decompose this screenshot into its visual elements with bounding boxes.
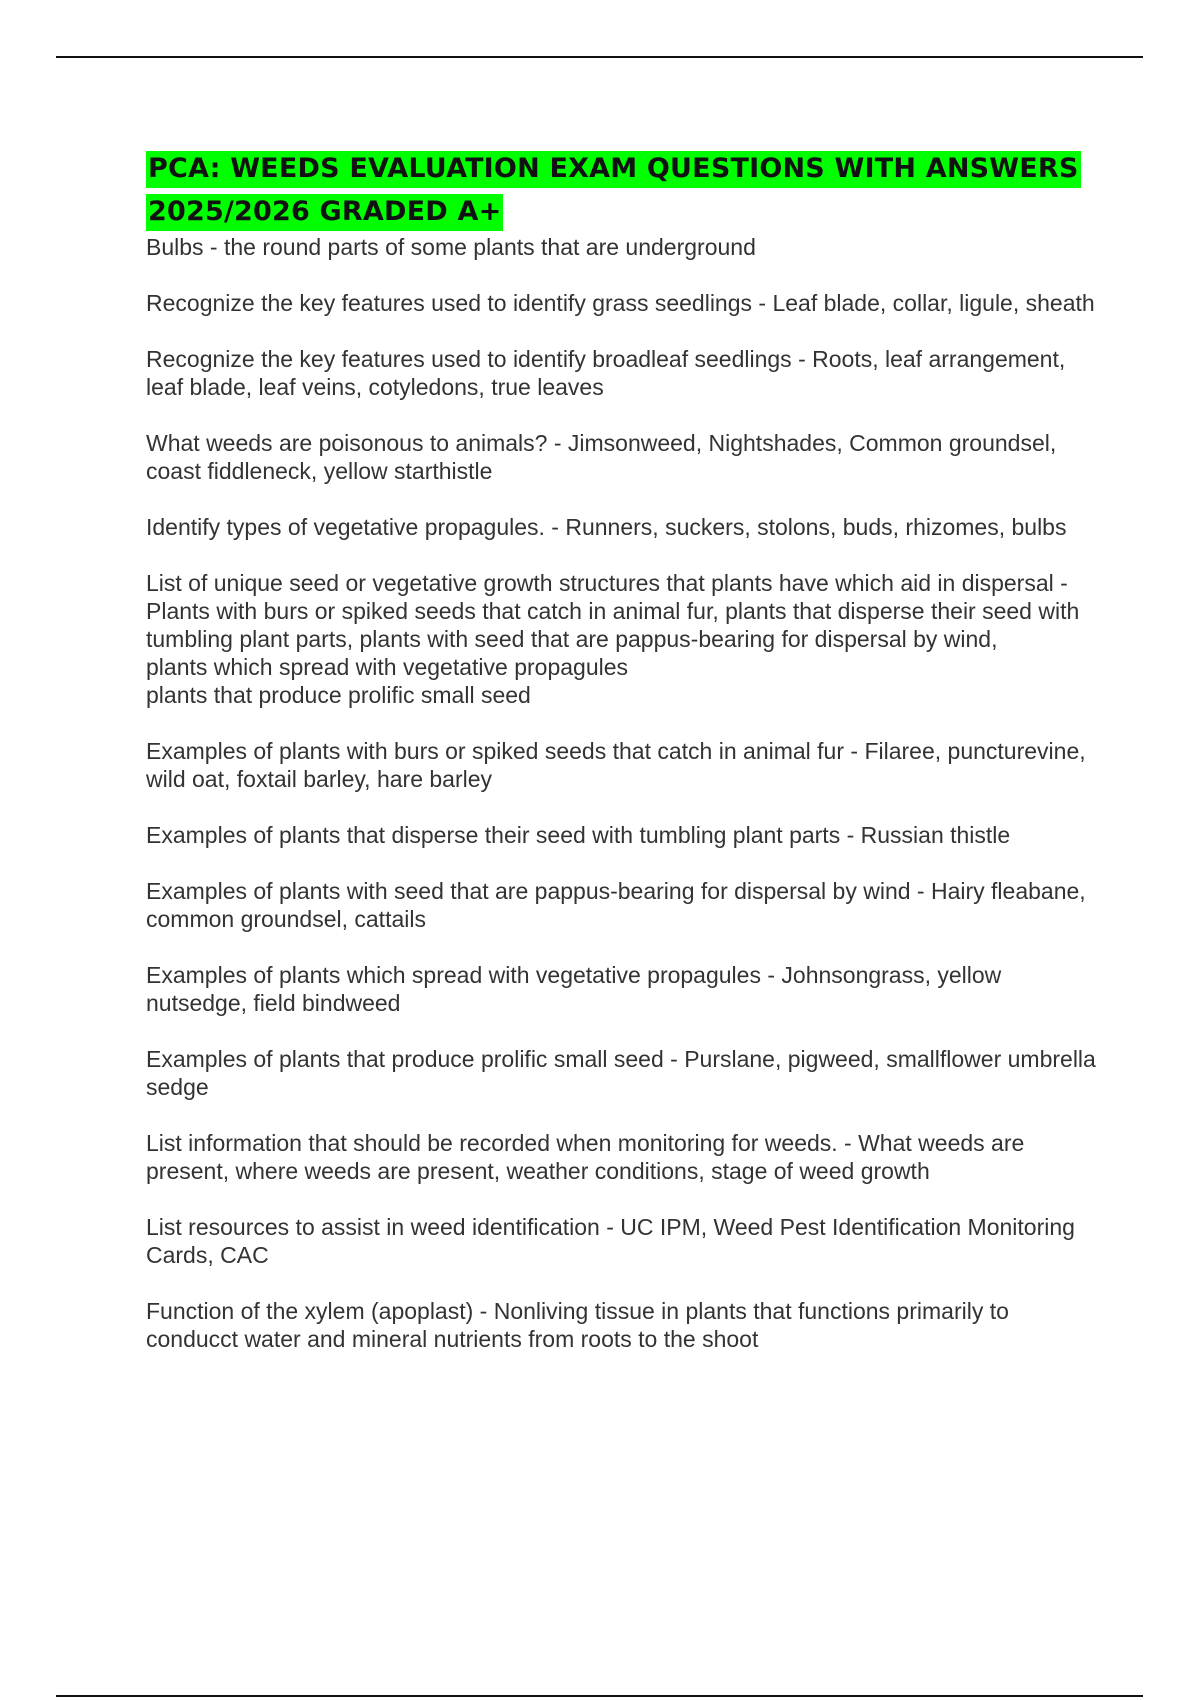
document-body [146,147,1096,1353]
header-rule [56,56,1143,58]
qa-item: Examples of plants with burs or spiked seeds that catch in animal fur - Filaree, puncturevine, wild oat, foxtail barley, hare barley [146,738,1086,792]
qa-item: List resources to assist in weed identification - UC IPM, Weed Pest Identification Monitoring Cards, CAC [146,1214,1075,1268]
qa-item: Examples of plants which spread with vegetative propagules - Johnsongrass, yellow nutsedge, field bindweed [146,962,1002,1016]
qa-item-line: List of unique seed or vegetative growth structures that plants have which aid in dispersal - Plants with burs or spiked seeds that catch in animal fur, plants that disperse their seed with tumbling plant parts, plants with seed that are pappus-bearing for dispersal by wind, [146,570,1080,652]
qa-item: Examples of plants that disperse their seed with tumbling plant parts - Russian thistle [146,822,1011,848]
qa-item: What weeds are poisonous to animals? - Jimsonweed, Nightshades, Common groundsel, coast fiddleneck, yellow starthistle [146,430,1057,484]
qa-item [146,569,1096,709]
title-highlight: PCA: WEEDS EVALUATION EXAM QUESTIONS WITH ANSWERS 2025/2026 GRADED A+ [146,151,1081,231]
qa-item: List information that should be recorded when monitoring for weeds. - What weeds are present, where weeds are present, weather conditions, stage of weed growth [146,1130,1025,1184]
qa-item: Bulbs - the round parts of some plants that are underground [146,234,756,260]
qa-item-line: plants which spread with vegetative propagules [146,654,629,680]
footer-rule [56,1695,1143,1697]
qa-item: Function of the xylem (apoplast) - Nonliving tissue in plants that functions primarily to conducct water and mineral nutrients from roots to the shoot [146,1298,1009,1352]
qa-item: Examples of plants that produce prolific small seed - Purslane, pigweed, smallflower umbrella sedge [146,1046,1096,1100]
qa-item: Identify types of vegetative propagules. - Runners, suckers, stolons, buds, rhizomes, bulbs [146,514,1067,540]
qa-item: Recognize the key features used to identify grass seedlings - Leaf blade, collar, ligule, sheath [146,290,1095,316]
document-title [146,147,1096,233]
qa-item-line: plants that produce prolific small seed [146,682,531,708]
qa-item: Recognize the key features used to identify broadleaf seedlings - Roots, leaf arrangement, leaf blade, leaf veins, cotyledons, true leaves [146,346,1066,400]
qa-item: Examples of plants with seed that are pappus-bearing for dispersal by wind - Hairy fleabane, common groundsel, cattails [146,878,1086,932]
